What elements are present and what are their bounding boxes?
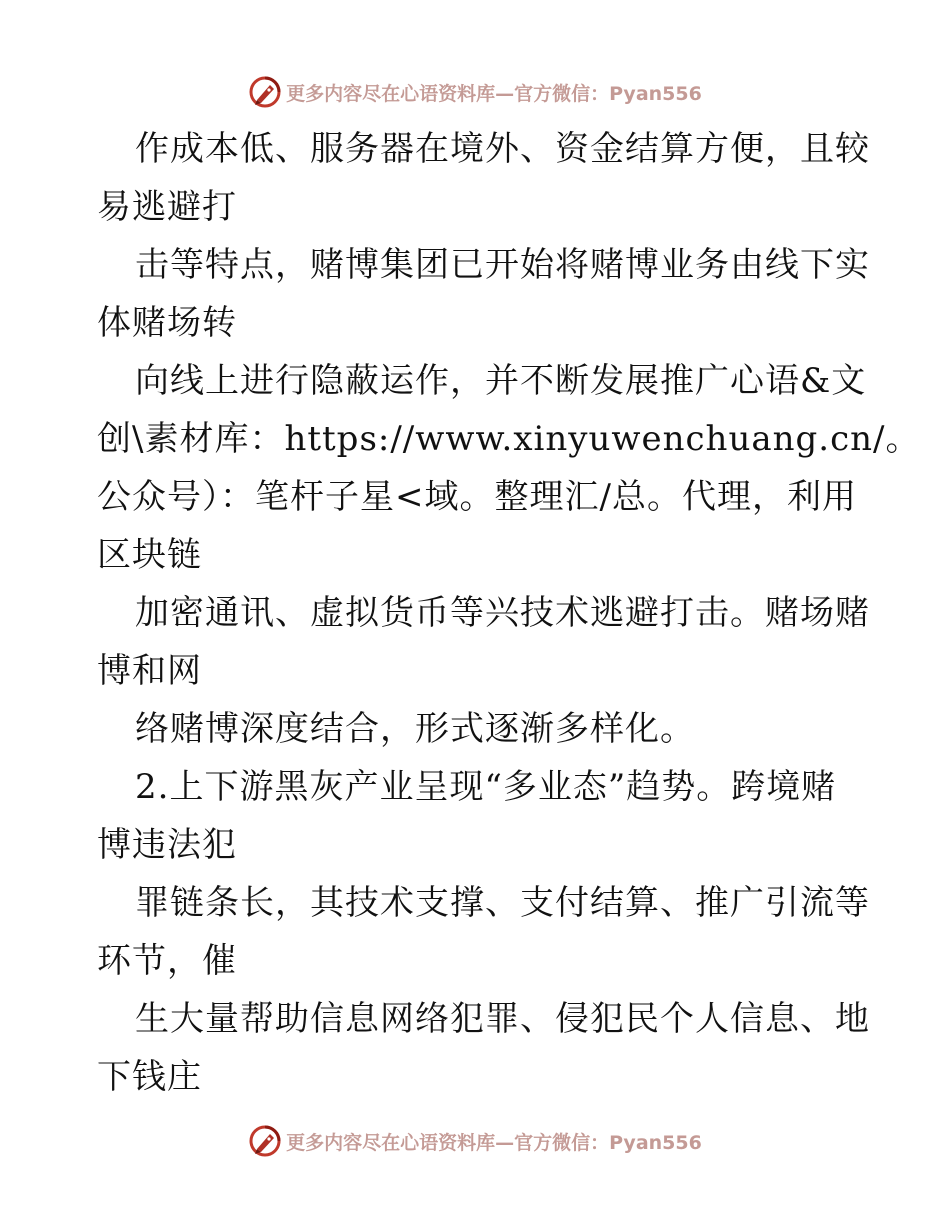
body-line: 络赌博深度结合，形式逐渐多样化。 (135, 709, 695, 749)
body-line: 2.上下游黑灰产业呈现“多业态”趋势。跨境赌 (135, 767, 837, 807)
body-line: 易逃避打 (97, 187, 237, 227)
body-line: 博和网 (97, 651, 202, 691)
body-line: 罪链条长，其技术支撑、支付结算、推广引流等 (135, 883, 870, 923)
body-line: 创\素材库：https://www.xinyuwenchuang.cn/。 (97, 419, 921, 459)
footer-banner-text: 更多内容尽在心语资料库—官方微信：Pyan556 (286, 1131, 702, 1154)
body-line: 下钱庄 (97, 1057, 202, 1097)
header-banner-text: 更多内容尽在心语资料库—官方微信：Pyan556 (286, 82, 702, 105)
pen-nib-logo-icon (248, 1124, 282, 1158)
body-line: 环节，催 (97, 941, 237, 981)
body-line: 生大量帮助信息网络犯罪、侵犯民个人信息、地 (135, 999, 870, 1039)
footer-banner (0, 1121, 950, 1161)
body-line: 作成本低、服务器在境外、资金结算方便，且较 (135, 129, 870, 169)
body-line: 公众号）：笔杆子星<域。整理汇/总。代理，利用 (97, 477, 857, 517)
pen-nib-logo-icon (248, 75, 282, 109)
header-banner (0, 72, 950, 112)
body-line: 击等特点，赌博集团已开始将赌博业务由线下实 (135, 245, 870, 285)
body-line: 博违法犯 (97, 825, 237, 865)
body-line: 区块链 (97, 535, 202, 575)
body-line: 体赌场转 (97, 303, 237, 343)
body-line: 向线上进行隐蔽运作，并不断发展推广心语&文 (135, 361, 867, 401)
body-line: 加密通讯、虚拟货币等兴技术逃避打击。赌场赌 (135, 593, 870, 633)
